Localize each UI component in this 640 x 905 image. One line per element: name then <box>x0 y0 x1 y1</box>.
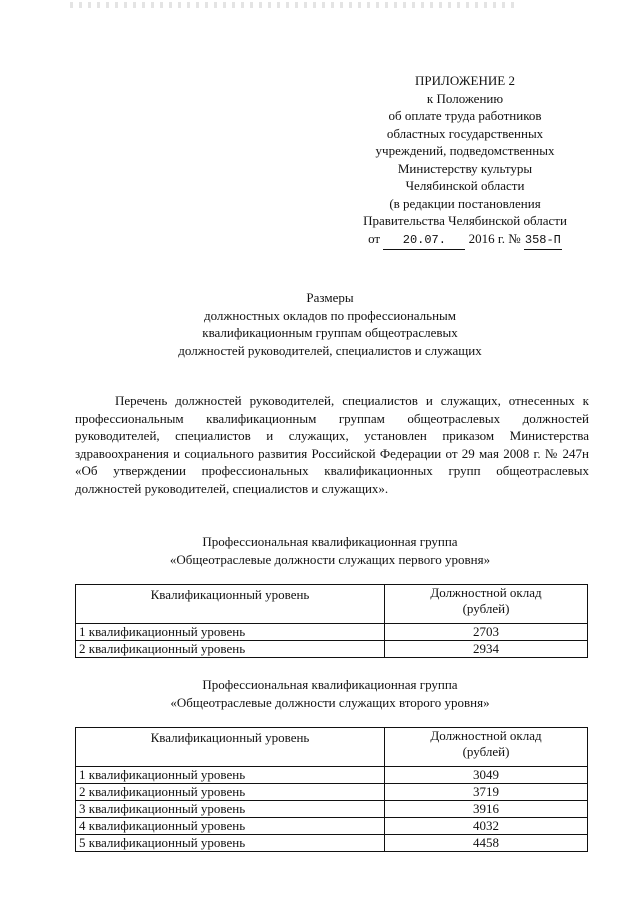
group-heading-line: «Общеотраслевые должности служащих первого уровня» <box>169 552 491 567</box>
level-cell: 4 квалификационный уровень <box>76 818 385 835</box>
table-row <box>76 767 588 784</box>
intro-paragraph: Перечень должностей руководителей, специалистов и служащих, отнесенных к профессиональным квалификационным группам общеотраслевых должностей руководителей, специалистов и служащих, установлен приказом Министерства здравоохранения и социального развития Российской Федерации от 29 мая 2008 г. № 247н «Об утверждении профессиональных квалификационных групп общеотраслевых должностей руководителей, специалистов и служащих». <box>75 393 589 496</box>
salary-cell: 2934 <box>385 641 588 658</box>
level-cell: 5 квалификационный уровень <box>76 835 385 852</box>
title-line: Размеры <box>306 290 354 305</box>
decree-number: 358-П <box>524 232 562 251</box>
appendix-line: Правительства Челябинской области <box>363 213 567 228</box>
salary-cell: 2703 <box>385 624 588 641</box>
level-cell: 2 квалификационный уровень <box>76 641 385 658</box>
level-cell: 1 квалификационный уровень <box>76 624 385 641</box>
appendix-line: областных государственных <box>386 125 544 141</box>
salary-table-2 <box>75 727 588 852</box>
appendix-header <box>330 72 600 250</box>
column-header-salary <box>385 585 588 624</box>
scan-artifact <box>70 2 520 8</box>
document-title <box>60 289 600 359</box>
salary-cell: 3049 <box>385 767 588 784</box>
salary-cell: 3916 <box>385 801 588 818</box>
group-heading-2 <box>60 676 600 712</box>
column-header-line: Должностной оклад <box>430 585 542 600</box>
table-row <box>76 801 588 818</box>
column-header-line: (рублей) <box>462 744 510 759</box>
group-heading-line: «Общеотраслевые должности служащих второго уровня» <box>170 695 490 710</box>
level-cell: 2 квалификационный уровень <box>76 784 385 801</box>
appendix-line: Министерству культуры <box>397 160 533 176</box>
appendix-line: об оплате труда работников <box>388 108 542 123</box>
table-row <box>76 624 588 641</box>
column-header-level: Квалификационный уровень <box>76 585 385 624</box>
group-heading-1 <box>60 533 600 569</box>
title-line: квалификационным группам общеотраслевых <box>202 325 458 340</box>
date-value: 20.07. <box>383 232 465 251</box>
table-header-row <box>76 585 588 624</box>
title-line: должностей руководителей, специалистов и служащих <box>178 342 482 358</box>
column-header-salary <box>385 728 588 767</box>
table-row <box>76 818 588 835</box>
appendix-line: Челябинской области <box>405 178 525 193</box>
column-header-line: (рублей) <box>462 601 510 616</box>
date-prefix: от <box>368 230 381 246</box>
group-heading-line: Профессиональная квалификационная группа <box>202 534 458 549</box>
salary-cell: 4032 <box>385 818 588 835</box>
table-row <box>76 835 588 852</box>
column-header-level: Квалификационный уровень <box>76 728 385 767</box>
table-header-row <box>76 728 588 767</box>
column-header-line: Должностной оклад <box>430 728 542 743</box>
level-cell: 1 квалификационный уровень <box>76 767 385 784</box>
appendix-line: к Положению <box>426 90 504 106</box>
appendix-date-line <box>330 230 600 251</box>
table-row <box>76 784 588 801</box>
table-row <box>76 641 588 658</box>
title-line: должностных окладов по профессиональным <box>203 307 456 323</box>
year-text: 2016 г. № <box>468 230 521 246</box>
salary-table-1 <box>75 584 588 658</box>
level-cell: 3 квалификационный уровень <box>76 801 385 818</box>
appendix-line: (в редакции постановления <box>389 195 541 211</box>
salary-cell: 4458 <box>385 835 588 852</box>
group-heading-line: Профессиональная квалификационная группа <box>202 677 458 692</box>
appendix-line: учреждений, подведомственных <box>375 143 555 158</box>
salary-cell: 3719 <box>385 784 588 801</box>
appendix-line: ПРИЛОЖЕНИЕ 2 <box>415 73 515 88</box>
